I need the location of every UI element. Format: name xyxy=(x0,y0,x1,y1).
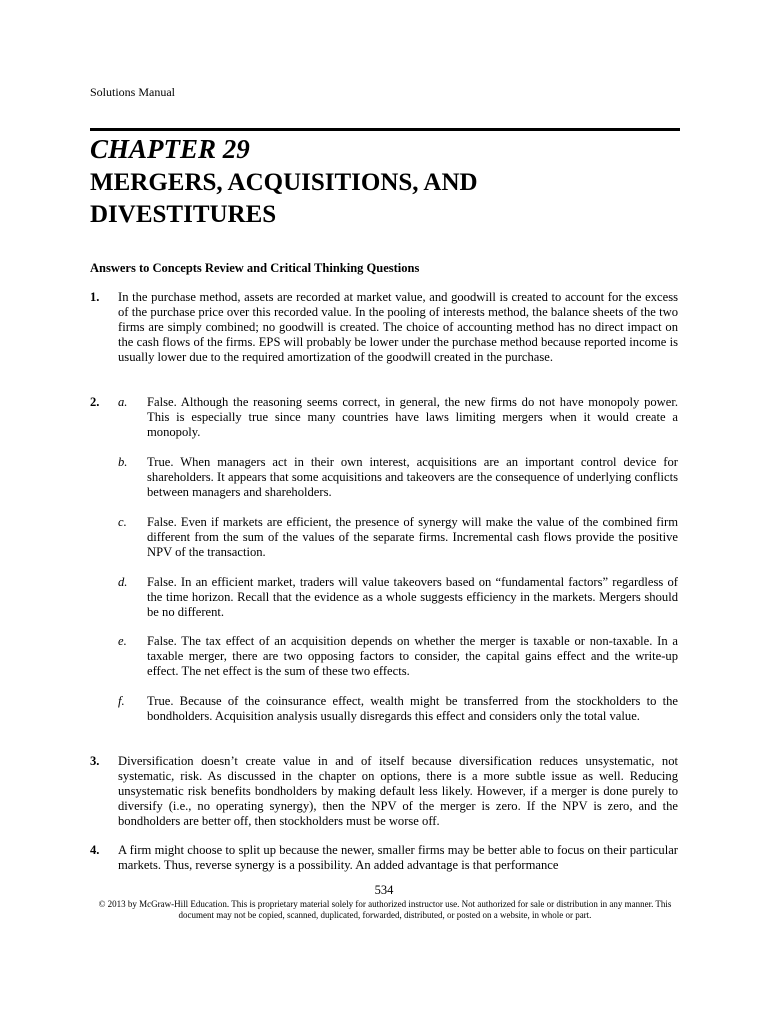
sub-item-letter: a. xyxy=(118,395,128,409)
question-number: 2. xyxy=(90,395,100,409)
sub-item-text: True. When managers act in their own interest, acquisitions are an important control device for shareholders. It appears that some acquisitions and takeovers are the consequence of underlying conflicts between managers and shareholders. xyxy=(147,455,678,499)
sub-item-text: False. Although the reasoning seems correct, in general, the new firms do not have monopoly power. This is especially true since many countries have laws limiting mergers when it would create a monopoly. xyxy=(147,395,678,439)
page-number: 534 xyxy=(374,883,394,897)
question-number: 3. xyxy=(90,754,100,768)
sub-item-text: False. Even if markets are efficient, the presence of synergy will make the value of the combined firm different from the sum of the values of the separate firms. Incremental cash flows provide the positive NPV of the transaction. xyxy=(147,515,678,559)
sub-item-letter: b. xyxy=(118,455,128,469)
chapter-title: MERGERS, ACQUISITIONS, AND DIVESTITURES xyxy=(90,169,478,228)
section-heading: Answers to Concepts Review and Critical Thinking Questions xyxy=(90,261,420,275)
sub-item-letter: c. xyxy=(118,515,127,529)
header-rule xyxy=(90,128,680,131)
sub-item-text: True. Because of the coinsurance effect, wealth might be transferred from the stockholders to the bondholders. Acquisition analysis usually disregards this effect and considers only the total value. xyxy=(147,694,678,723)
sub-item-text: False. The tax effect of an acquisition depends on whether the merger is taxable or non-taxable. In a taxable merger, there are two opposing factors to consider, the capital gains effect and the write-up effect. The net effect is the sum of these two effects. xyxy=(147,634,678,678)
answer-text: Diversification doesn’t create value in and of itself because diversification reduces unsystematic, not systematic, risk. As discussed in the chapter on options, there is a more subtle issue as well. Reducing unsystematic risk benefits bondholders by making default less likely. However, if a merger is done purely to diversify (i.e., no operating synergy), then the NPV of the merger is zero. If the NPV is zero, and the bondholders are better off, then stockholders must be worse off. xyxy=(118,754,678,828)
answer-text: A firm might choose to split up because the newer, smaller firms may be better able to focus on their particular markets. Thus, reverse synergy is a possibility. An added advantage is that performance xyxy=(118,843,678,872)
sub-item-text: False. In an efficient market, traders will value takeovers based on “fundamental factors” regardless of the time horizon. Recall that the evidence as a whole suggests efficiency in the markets. Mergers should be no different. xyxy=(147,575,678,619)
question-number: 1. xyxy=(90,290,100,304)
sub-item-letter: f. xyxy=(118,694,125,708)
answer-text: In the purchase method, assets are recorded at market value, and goodwill is created to account for the excess of the purchase price over this recorded value. In the pooling of interests method, the balance sheets of the two firms are simply combined; no goodwill is created. The choice of accounting method has no direct impact on the cash flows of the firms. EPS will probably be lower under the purchase method because reported income is usually lower due to the required amortization of the goodwill created in the purchase. xyxy=(118,290,678,364)
running-header: Solutions Manual xyxy=(90,85,176,99)
copyright-notice: © 2013 by McGraw-Hill Education. This is proprietary material solely for authorized instructor use. Not authorized for sale or distribution in any manner. This document may not be copied, scanned, duplicated, forwarded, distributed, or posted on a website, in whole or part. xyxy=(98,899,672,920)
sub-item-letter: d. xyxy=(118,575,128,589)
sub-item-letter: e. xyxy=(118,634,127,648)
chapter-number: CHAPTER 29 xyxy=(90,134,250,164)
question-number: 4. xyxy=(90,843,100,857)
